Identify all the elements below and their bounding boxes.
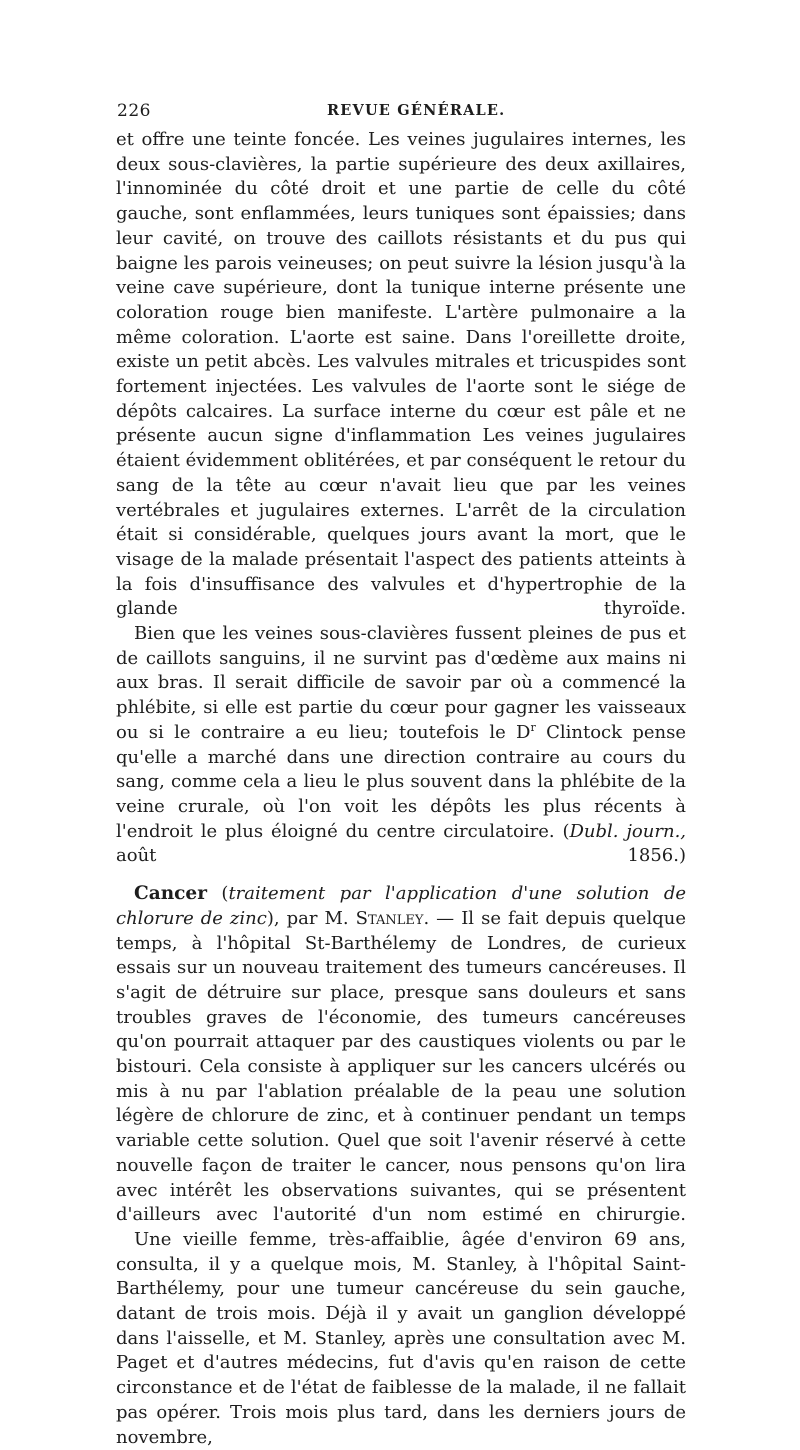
paragraph-text: Bien que les veines sous-clavières fussent pleines de pus et de caillots sanguins, il ne survint pas d'œdème aux mains ni aux bras. Il serait difficile de savoir par où a commencé la phlébite, si elle est partie du cœur pour gagner les vaisseaux ou si le contraire a eu lieu; toutefois le D — [116, 623, 686, 743]
running-title: REVUE GÉNÉRALE. — [327, 102, 506, 119]
paragraph-text: Une vieille femme, très-affaiblie, âgée d'environ 69 ans, consulta, il y a quelque mois, M. Stanley, à l'hôpital Saint-Barthélemy, pour une tumeur cancéreuse du sein gauche, datant de trois mois. Déjà il y avait un ganglion développé dans l'aisselle, et M. Stanley, après une consultation avec M. Paget et d'autres médecins, fut d'avis qu'en raison de cette circonstance et de l'état de faiblesse de la malade, il ne fallait pas opérer. Trois mois plus tard, dans les derniers jours de novembre, — [116, 1228, 686, 1448]
paragraph-case-report — [116, 1228, 686, 1450]
paragraph-autopsy-continuation — [116, 128, 686, 622]
doctor-abbreviation-superscript: r — [530, 720, 536, 734]
journal-citation: Dubl. journ., — [569, 820, 687, 842]
paragraph-phlebitis — [116, 622, 686, 869]
page-number: 226 — [117, 101, 151, 121]
paragraph-text: et offre une teinte foncée. Les veines jugulaires internes, les deux sous-clavières, la partie supérieure des deux axillaires, l'innominée du côté droit et une partie de celle du côté gauche, sont enflammées, leurs tuniques sont épaissies; dans leur cavité, on trouve des caillots résistants et du pus qui baigne les parois veineuses; on peut suivre la lésion jusqu'à la veine cave supérieure, dont la tunique interne présente une coloration rouge bien manifeste. L'artère pulmonaire a la même coloration. L'aorte est saine. Dans l'oreillette droite, existe un petit abcès. Les valvules mitrales et tricuspides sont fortement injectées. Les valvules de l'aorte sont le siége de dépôts calcaires. La surface interne du cœur est pâle et ne présente aucun signe d'inflammation Les veines jugulaires étaient évidemment oblitérées, et par conséquent le retour du sang de la tête au cœur n'avait lieu que par les veines vertébrales et jugulaires externes. L'arrêt de la circulation était si considérable, quelques jours avant la mort, que le visage de la malade présentait l'aspect des patients atteints à la fois d'insuffisance des valvules et d'hypertrophie de la glande thyroïde. — [116, 129, 686, 620]
section-subtitle: traitement par l'application d'une solution de chlorure de zinc — [116, 883, 686, 929]
author-name: Stanley — [355, 907, 424, 929]
page-body — [116, 128, 686, 1450]
paragraph-text: . — Il se fait depuis quelque temps, à l'hôpital St-Barthélemy de Londres, de curieux essais sur un nouveau traitement des tumeurs cancéreuses. Il s'agit de détruire sur place, presque sans douleurs et sans troubles graves de l'économie, des tumeurs cancéreuses qu'on pourrait attaquer par des caustiques violents ou par le bistouri. Cela consiste à appliquer sur les cancers ulcérés ou mis à nu par l'ablation préalable de la peau une solution légère de chlorure de zinc, et à continuer pendant un temps variable cette solution. Quel que soit l'avenir réservé à cette nouvelle façon de traiter le cancer, nous pensons qu'on lira avec intérêt les observations suivantes, qui se présentent d'ailleurs avec l'autorité d'un nom estimé en chirurgie. — [116, 907, 686, 1226]
page-header — [117, 101, 687, 127]
section-cancer — [116, 882, 686, 1228]
citation-date: août 1856.) — [116, 845, 686, 867]
subtitle-open-paren: ( — [206, 883, 229, 905]
subtitle-close: ), par M. — [266, 907, 356, 929]
paragraph-text-continued: Clintock pense qu'elle a marché dans une direction contraire au cours du sang, comme cela a lieu le plus souvent dans la phlébite de la veine crurale, où l'on voit les dépôts les plus récents à l'endroit le plus éloigné du centre circulatoire. ( — [116, 721, 686, 842]
section-heading: Cancer — [134, 883, 207, 905]
